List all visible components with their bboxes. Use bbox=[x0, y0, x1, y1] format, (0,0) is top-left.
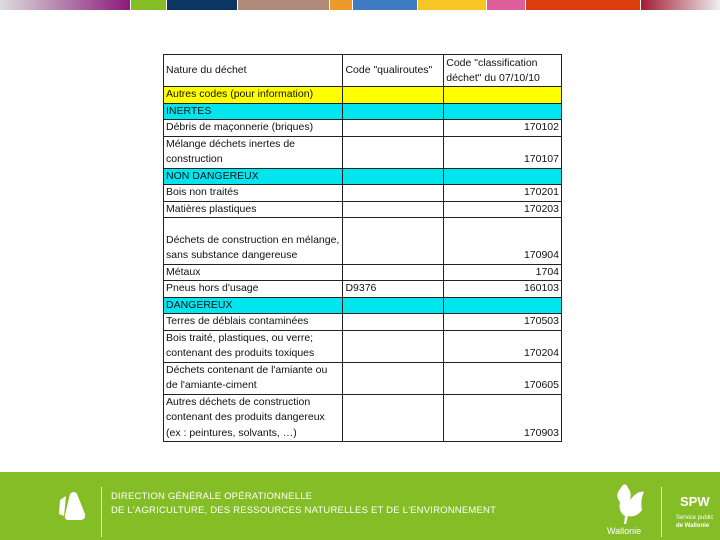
dgo3-logo-icon bbox=[58, 490, 86, 522]
divider bbox=[101, 487, 102, 537]
waste-codes-table bbox=[163, 54, 562, 442]
cell-qualiroutes bbox=[343, 314, 444, 331]
cell-qualiroutes bbox=[343, 136, 444, 168]
cell-code: 170605 bbox=[444, 362, 562, 394]
cell-nature: Terres de déblais contaminées bbox=[164, 314, 343, 331]
table-row bbox=[164, 185, 562, 202]
cell-nature: Métaux bbox=[164, 264, 343, 281]
rooster-icon bbox=[612, 482, 648, 526]
cell-code: 170107 bbox=[444, 136, 562, 168]
cell-code: 170102 bbox=[444, 120, 562, 137]
wallonie-label: Wallonie bbox=[607, 526, 642, 536]
cell-code bbox=[444, 87, 562, 104]
cell-code: 170503 bbox=[444, 314, 562, 331]
cell-nature: Débris de maçonnerie (briques) bbox=[164, 120, 343, 137]
cell-code: 170903 bbox=[444, 394, 562, 442]
cell-qualiroutes: D9376 bbox=[343, 281, 444, 298]
cell-qualiroutes bbox=[343, 185, 444, 202]
spw-subtitle bbox=[676, 514, 713, 530]
cell-code bbox=[444, 168, 562, 185]
cell-code bbox=[444, 103, 562, 120]
cell-code: 170203 bbox=[444, 201, 562, 218]
cell-nature: Déchets de construction en mélange, sans substance dangereuse bbox=[164, 218, 343, 265]
table-row bbox=[164, 120, 562, 137]
footer-title-line2: DE L'AGRICULTURE, DES RESSOURCES NATURELLES ET DE L'ENVIRONNEMENT bbox=[111, 505, 497, 516]
stripe-segment bbox=[238, 0, 329, 10]
cell-nature: Autres déchets de construction contenant des produits dangereux (ex : peintures, solvants, …) bbox=[164, 394, 343, 442]
cell-nature: Autres codes (pour information) bbox=[164, 87, 343, 104]
cell-nature: Matières plastiques bbox=[164, 201, 343, 218]
cell-code bbox=[444, 297, 562, 314]
table-row bbox=[164, 264, 562, 281]
cell-nature: NON DANGEREUX bbox=[164, 168, 343, 185]
cell-code: 170904 bbox=[444, 218, 562, 265]
stripe-segment bbox=[131, 0, 166, 10]
cell-qualiroutes bbox=[343, 103, 444, 120]
category-row bbox=[164, 87, 562, 104]
category-row bbox=[164, 297, 562, 314]
header-qualiroutes: Code "qualiroutes" bbox=[343, 55, 444, 87]
header-nature: Nature du déchet bbox=[164, 55, 343, 87]
cell-qualiroutes bbox=[343, 394, 444, 442]
spw-logo-text: SPW bbox=[680, 494, 710, 509]
cell-nature: Déchets contenant de l'amiante ou de l'amiante-ciment bbox=[164, 362, 343, 394]
cell-qualiroutes bbox=[343, 120, 444, 137]
cell-nature: Bois non traités bbox=[164, 185, 343, 202]
cell-code: 170204 bbox=[444, 330, 562, 362]
spw-sub2: de Wallonie bbox=[676, 523, 710, 529]
cell-nature: Pneus hors d'usage bbox=[164, 281, 343, 298]
category-row bbox=[164, 168, 562, 185]
table-row bbox=[164, 394, 562, 442]
stripe-segment bbox=[487, 0, 525, 10]
cell-qualiroutes bbox=[343, 330, 444, 362]
cell-code: 170201 bbox=[444, 185, 562, 202]
spw-sub1: Service public bbox=[676, 515, 714, 521]
table-row bbox=[164, 201, 562, 218]
table-row bbox=[164, 314, 562, 331]
stripe-segment bbox=[353, 0, 417, 10]
table-row bbox=[164, 281, 562, 298]
stripe-segment bbox=[526, 0, 640, 10]
stripe-segment bbox=[0, 0, 130, 10]
cell-code: 160103 bbox=[444, 281, 562, 298]
stripe-segment bbox=[418, 0, 486, 10]
table-row bbox=[164, 330, 562, 362]
cell-nature: Bois traité, plastiques, ou verre; contenant des produits toxiques bbox=[164, 330, 343, 362]
footer-banner bbox=[0, 472, 720, 540]
cell-qualiroutes bbox=[343, 297, 444, 314]
cell-nature: DANGEREUX bbox=[164, 297, 343, 314]
stripe-segment bbox=[167, 0, 237, 10]
cell-qualiroutes bbox=[343, 168, 444, 185]
cell-qualiroutes bbox=[343, 362, 444, 394]
cell-qualiroutes bbox=[343, 87, 444, 104]
header-classification: Code "classification déchet" du 07/10/10 bbox=[444, 55, 562, 87]
cell-qualiroutes bbox=[343, 264, 444, 281]
cell-qualiroutes bbox=[343, 201, 444, 218]
table-row bbox=[164, 218, 562, 265]
divider bbox=[661, 487, 662, 537]
table-row bbox=[164, 136, 562, 168]
cell-nature: Mélange déchets inertes de construction bbox=[164, 136, 343, 168]
cell-qualiroutes bbox=[343, 218, 444, 265]
stripe-segment bbox=[330, 0, 352, 10]
stripe-segment bbox=[641, 0, 720, 10]
table-header-row bbox=[164, 55, 562, 87]
footer-title-line1: DIRECTION GÉNÉRALE OPÉRATIONNELLE bbox=[111, 491, 313, 502]
cell-code: 1704 bbox=[444, 264, 562, 281]
color-stripe bbox=[0, 0, 720, 10]
table-row bbox=[164, 362, 562, 394]
cell-nature: INERTES bbox=[164, 103, 343, 120]
category-row bbox=[164, 103, 562, 120]
